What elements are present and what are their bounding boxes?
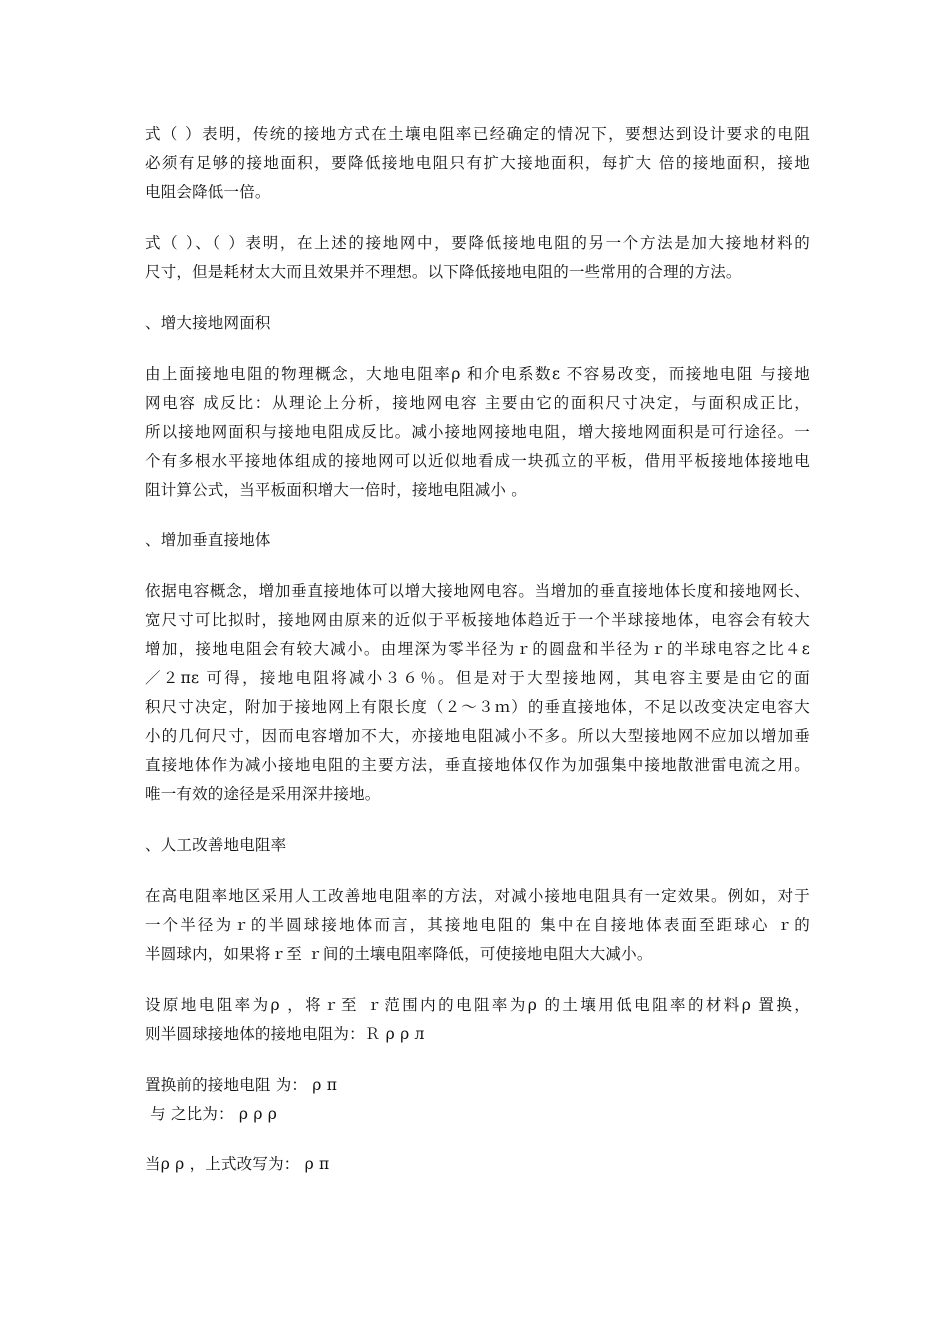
paragraph-4-line-5: 积尺寸决定，附加于接地网上有限长度（２～３ｍ）的垂直接地体，不足以改变决定电容大 [145, 698, 810, 716]
paragraph-5-line-2: 一个半径为ｒ的半圆球接地体而言，其接地电阻的 集中在自接地体表面至距球心 ｒ的 [145, 916, 810, 934]
paragraph-4-line-7: 直接地体作为减小接地电阻的主要方法，垂直接地体仅作为加强集中接地散泄雷电流之用。 [145, 756, 810, 774]
paragraph-4-line-8: 唯一有效的途径是采用深井接地。 [145, 785, 381, 803]
section-heading-2: 、增加垂直接地体 [145, 531, 271, 549]
paragraph-4-line-2: 宽尺寸可比拟时，接地网由原来的近似于平板接地体趋近于一个半球接地体，电容会有较大 [145, 611, 810, 629]
paragraph-5-line-3: 半圆球内，如果将ｒ至 ｒ间的土壤电阻率降低，可使接地电阻大大减小。 [145, 945, 653, 963]
paragraph-4-line-3: 增加，接地电阻会有较大减小。由埋深为零半径为ｒ的圆盘和半径为ｒ的半球电容之比４ε [145, 640, 810, 658]
formula-line-2: 与 之比为： ρ ρ ρ [145, 1105, 278, 1123]
paragraph-3-line-5: 阻计算公式，当平板面积增大一倍时，接地电阻减小 。 [145, 481, 527, 499]
paragraph-6-line-1: 设原地电阻率为ρ ，将ｒ至 ｒ范围内的电阻率为ρ 的土壤用低电阻率的材料ρ 置换， [145, 996, 810, 1014]
paragraph-1-line-1: 式（ ）表明，传统的接地方式在土壤电阻率已经确定的情况下，要想达到设计要求的电阻 [145, 125, 810, 143]
paragraph-5-line-1: 在高电阻率地区采用人工改善地电阻率的方法，对减小接地电阻具有一定效果。例如，对于 [145, 887, 810, 905]
paragraph-2-line-1: 式（ ）、（ ）表明，在上述的接地网中，要降低接地电阻的另一个方法是加大接地材料的 [145, 234, 810, 252]
paragraph-2-line-2: 尺寸，但是耗材太大而且效果并不理想。以下降低接地电阻的一些常用的合理的方法。 [145, 263, 742, 281]
paragraph-1-line-3: 电阻会降低一倍。 [145, 183, 271, 201]
paragraph-3-line-3: 所以接地网面积与接地电阻成反比。减小接地网接地电阻，增大接地网面积是可行途径。一 [145, 423, 810, 441]
paragraph-3-line-2: 网电容 成反比：从理论上分析，接地网电容 主要由它的面积尺寸决定，与面积成正比， [145, 394, 810, 412]
formula-line-3: 当ρ ρ ，上式改写为： ρ π [145, 1155, 330, 1173]
paragraph-6-line-2: 则半圆球接地体的接地电阻为：Ｒ ρ ρ л [145, 1025, 425, 1043]
paragraph-4-line-6: 小的几何尺寸，因而电容增加不大，亦接地电阻减小不多。所以大型接地网不应加以增加垂 [145, 727, 810, 745]
section-heading-1: 、增大接地网面积 [145, 314, 271, 332]
paragraph-1-line-2: 必须有足够的接地面积，要降低接地电阻只有扩大接地面积，每扩大 倍的接地面积，接地 [145, 154, 810, 172]
paragraph-4-line-4: ／２πε 可得，接地电阻将减小３６％。但是对于大型接地网，其电容主要是由它的面 [145, 669, 810, 687]
section-heading-3: 、人工改善地电阻率 [145, 836, 287, 854]
paragraph-3-line-4: 个有多根水平接地体组成的接地网可以近似地看成一块孤立的平板，借用平板接地体接地电 [145, 452, 810, 470]
formula-line-1: 置换前的接地电阻 为： ρ π [145, 1076, 338, 1094]
paragraph-3-line-1: 由上面接地电阻的物理概念，大地电阻率ρ 和介电系数ε 不容易改变，而接地电阻 与接地 [145, 365, 810, 383]
paragraph-4-line-1: 依据电容概念，增加垂直接地体可以增大接地网电容。当增加的垂直接地体长度和接地网长、 [145, 582, 810, 600]
